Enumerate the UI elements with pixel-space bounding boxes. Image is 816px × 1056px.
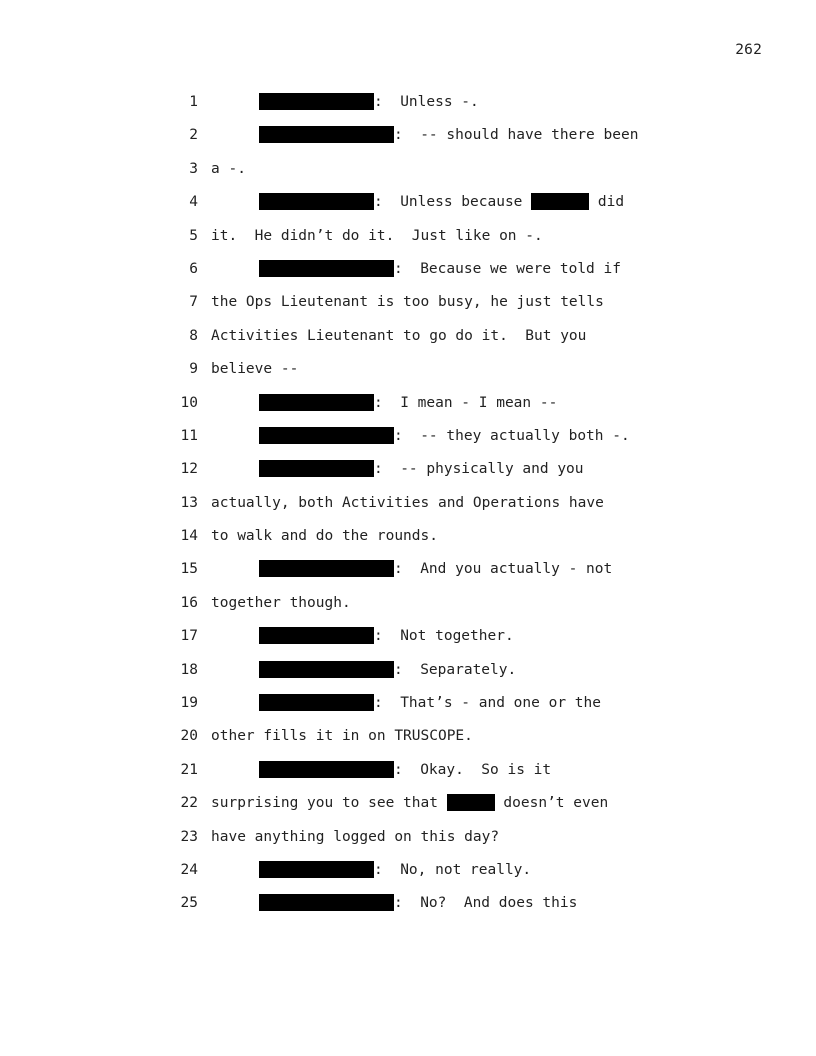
speaker-redaction xyxy=(259,460,374,477)
line-content xyxy=(259,428,630,444)
line-content xyxy=(211,728,473,744)
line-number: 10 xyxy=(180,394,198,411)
line-number: 11 xyxy=(180,427,198,444)
line-content xyxy=(259,695,601,711)
line-number: 25 xyxy=(180,895,198,912)
line-number: 24 xyxy=(180,861,198,878)
line-text: other fills it in on TRUSCOPE. xyxy=(211,728,473,745)
line-number: 1 xyxy=(189,94,198,110)
line-content xyxy=(259,94,479,110)
transcript-line xyxy=(0,222,816,255)
line-text: : Not together. xyxy=(374,628,514,645)
line-number: 23 xyxy=(180,828,198,845)
line-content xyxy=(211,161,246,177)
line-text: : And you actually - not xyxy=(394,561,613,578)
line-content xyxy=(211,528,438,544)
line-number: 4 xyxy=(189,194,198,211)
line-content xyxy=(259,194,624,210)
line-content xyxy=(211,361,298,377)
speaker-redaction xyxy=(259,427,394,444)
line-number: 18 xyxy=(180,661,198,678)
line-content xyxy=(211,294,604,310)
name-redaction xyxy=(531,193,589,210)
line-text: the Ops Lieutenant is too busy, he just tells xyxy=(211,294,604,311)
line-content xyxy=(259,395,557,411)
transcript-line xyxy=(0,121,816,154)
line-text-after: did xyxy=(589,194,625,211)
speaker-redaction xyxy=(259,193,374,210)
line-content xyxy=(259,561,612,577)
line-content xyxy=(259,628,514,644)
line-text: have anything logged on this day? xyxy=(211,828,500,845)
transcript-line xyxy=(0,722,816,755)
transcript-line xyxy=(0,889,816,922)
speaker-redaction xyxy=(259,394,374,411)
line-text: : -- should have there been xyxy=(394,127,639,144)
transcript-line xyxy=(0,589,816,622)
transcript-line xyxy=(0,355,816,388)
speaker-redaction xyxy=(259,861,374,878)
line-content xyxy=(211,495,604,511)
transcript-line xyxy=(0,389,816,422)
transcript-line xyxy=(0,823,816,856)
line-number: 5 xyxy=(189,227,198,244)
line-number: 16 xyxy=(180,594,198,611)
line-text: believe -- xyxy=(211,361,299,378)
line-text: : -- they actually both -. xyxy=(394,427,630,444)
line-text: : No? And does this xyxy=(394,895,578,912)
speaker-redaction xyxy=(259,93,374,110)
speaker-redaction xyxy=(259,560,394,577)
transcript-line xyxy=(0,489,816,522)
line-number: 22 xyxy=(180,795,198,812)
speaker-redaction xyxy=(259,761,394,778)
line-content xyxy=(211,595,351,611)
speaker-redaction xyxy=(259,260,394,277)
speaker-redaction xyxy=(259,126,394,143)
line-number: 7 xyxy=(189,294,198,311)
line-text: it. He didn’t do it. Just like on -. xyxy=(211,227,543,244)
transcript xyxy=(0,88,816,923)
transcript-line xyxy=(0,288,816,321)
transcript-line xyxy=(0,789,816,822)
transcript-line xyxy=(0,522,816,555)
line-content xyxy=(259,895,577,911)
speaker-redaction xyxy=(259,694,374,711)
speaker-redaction xyxy=(259,894,394,911)
line-number: 3 xyxy=(189,160,198,177)
line-content xyxy=(259,762,551,778)
line-text: : That’s - and one or the xyxy=(374,695,601,712)
line-content xyxy=(211,829,499,845)
speaker-redaction xyxy=(259,627,374,644)
line-number: 14 xyxy=(180,528,198,545)
line-number: 20 xyxy=(180,728,198,745)
line-content xyxy=(211,228,543,244)
line-text-before: surprising you to see that xyxy=(211,795,447,812)
line-text-before: : Unless because xyxy=(374,194,532,211)
line-number: 12 xyxy=(180,461,198,478)
line-content xyxy=(259,261,621,277)
line-number: 8 xyxy=(189,327,198,344)
name-redaction xyxy=(447,794,495,811)
line-text: : I mean - I mean -- xyxy=(374,394,558,411)
transcript-line xyxy=(0,689,816,722)
line-text: to walk and do the rounds. xyxy=(211,528,438,545)
speaker-redaction xyxy=(259,661,394,678)
line-text: : Separately. xyxy=(394,661,517,678)
line-number: 6 xyxy=(189,260,198,277)
transcript-line xyxy=(0,155,816,188)
transcript-line xyxy=(0,188,816,221)
transcript-line xyxy=(0,455,816,488)
transcript-line xyxy=(0,555,816,588)
line-content xyxy=(211,328,586,344)
page-number: 262 xyxy=(735,42,762,58)
line-text: Activities Lieutenant to go do it. But you xyxy=(211,327,587,344)
line-text: a -. xyxy=(211,160,246,177)
line-number: 2 xyxy=(189,127,198,144)
line-content xyxy=(211,795,608,811)
transcript-line xyxy=(0,322,816,355)
line-content xyxy=(259,127,638,143)
transcript-line xyxy=(0,622,816,655)
line-number: 13 xyxy=(180,494,198,511)
line-text: : No, not really. xyxy=(374,861,532,878)
line-number: 9 xyxy=(189,361,198,378)
line-text: : Because we were told if xyxy=(394,260,621,277)
line-number: 19 xyxy=(180,695,198,712)
line-number: 21 xyxy=(180,761,198,778)
transcript-line xyxy=(0,756,816,789)
line-text: together though. xyxy=(211,594,351,611)
line-content xyxy=(259,662,516,678)
line-content xyxy=(259,862,531,878)
line-text: : Okay. So is it xyxy=(394,761,552,778)
line-text: : -- physically and you xyxy=(374,461,584,478)
transcript-line xyxy=(0,422,816,455)
line-text: actually, both Activities and Operations have xyxy=(211,494,604,511)
line-text-after: doesn’t even xyxy=(494,795,609,812)
transcript-line xyxy=(0,88,816,121)
transcript-line xyxy=(0,856,816,889)
transcript-line xyxy=(0,255,816,288)
line-number: 17 xyxy=(180,628,198,645)
line-text: : Unless -. xyxy=(374,94,479,110)
line-number: 15 xyxy=(180,561,198,578)
transcript-line xyxy=(0,656,816,689)
line-content xyxy=(259,461,584,477)
